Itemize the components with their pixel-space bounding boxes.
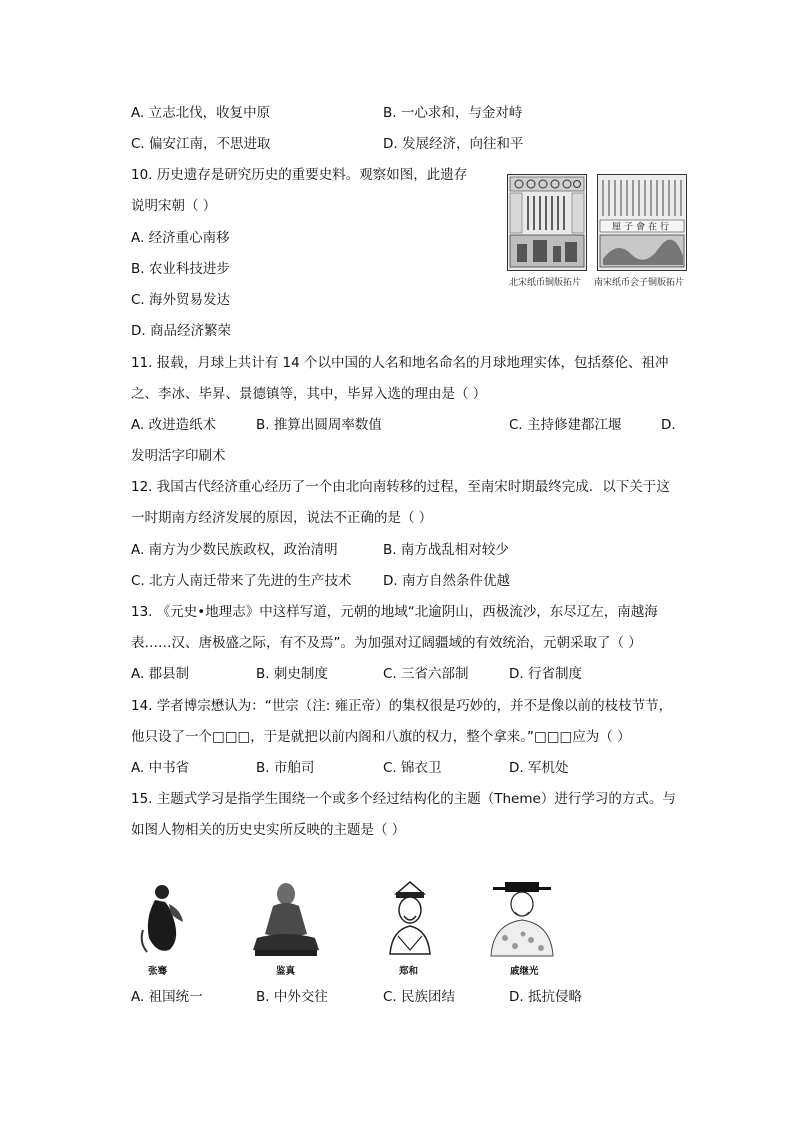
person-name-zheng-he: 郑和 — [399, 966, 419, 977]
northern-song-banknote-plate-image — [507, 174, 587, 271]
q9-option-d: D. 发展经济，向往和平 — [383, 136, 524, 152]
huizi-plate-banner-text: 厘子會在行 — [611, 222, 673, 233]
q12-option-b: B. 南方战乱相对较少 — [383, 542, 509, 558]
jianzhen-statue-image — [249, 880, 324, 958]
q10-stem-line1: 10. 历史遗存是研究历史的重要史料。观察如图，此遗存 — [131, 167, 468, 183]
q14-option-c: C. 锦衣卫 — [383, 760, 442, 776]
q12-option-d: D. 南方自然条件优越 — [383, 573, 510, 589]
southern-song-huizi-plate-image — [597, 174, 687, 271]
q15-option-a: A. 祖国统一 — [131, 989, 203, 1005]
q14-option-b: B. 市舶司 — [256, 760, 315, 776]
zhang-qian-portrait-image — [135, 880, 195, 958]
q14-option-d: D. 军机处 — [509, 760, 569, 776]
q11-option-d: D. — [661, 417, 676, 433]
q10-option-d: D. 商品经济繁荣 — [131, 323, 231, 339]
q12-option-c: C. 北方人南迁带来了先进的生产技术 — [131, 573, 352, 589]
q14-stem-line2: 他只设了一个□□□，于是就把以前内阁和八旗的权力，整个拿来。”□□□应为（ ） — [131, 729, 631, 745]
q11-option-d-text: 发明活字印刷术 — [131, 448, 226, 464]
q12-option-a: A. 南方为少数民族政权，政治清明 — [131, 542, 338, 558]
q13-option-d: D. 行省制度 — [509, 666, 582, 682]
q15-stem-line1: 15. 主题式学习是指学生围绕一个或多个经过结构化的主题（Theme）进行学习的方式。与 — [131, 791, 676, 807]
q10-option-c: C. 海外贸易发达 — [131, 292, 231, 308]
q11-option-b: B. 推算出圆周率数值 — [256, 417, 382, 433]
q14-option-a: A. 中书省 — [131, 760, 190, 776]
q13-stem-line1: 13. 《元史•地理志》中这样写道，元朝的地域“北逾阴山，西极流沙，东尽辽左，南越海 — [131, 604, 658, 620]
q15-option-d: D. 抵抗侵略 — [509, 989, 582, 1005]
person-name-jianzhen: 鉴真 — [276, 966, 296, 977]
person-name-qi-jiguang: 戚继光 — [510, 966, 539, 977]
q12-stem-line1: 12. 我国古代经济重心经历了一个由北向南转移的过程，至南宋时期最终完成．以下关于这 — [131, 479, 670, 495]
q15-option-c: C. 民族团结 — [383, 989, 456, 1005]
q10-stem-line2: 说明宋朝（ ） — [131, 198, 217, 214]
q15-option-b: B. 中外交往 — [256, 989, 328, 1005]
q13-stem-line2: 表……汉、唐极盛之际，有不及焉”。为加强对辽阔疆域的有效统治，元朝采取了（ ） — [131, 635, 642, 651]
figure-caption-southern-song: 南宋纸币会子铜版拓片 — [594, 278, 685, 288]
q12-stem-line2: 一时期南方经济发展的原因，说法不正确的是（ ） — [131, 510, 433, 526]
qi-jiguang-portrait-image — [485, 880, 560, 958]
q11-stem-line1: 11. 报载，月球上共计有 14 个以中国的人名和地名命名的月球地理实体，包括蔡伦、祖冲 — [131, 355, 669, 371]
q11-option-c: C. 主持修建都江堰 — [509, 417, 622, 433]
q13-option-b: B. 刺史制度 — [256, 666, 328, 682]
q9-option-a: A. 立志北伐，收复中原 — [131, 105, 271, 121]
q11-stem-line2: 之、李冰、毕昇、景德镇等，其中，毕昇入选的理由是（ ） — [131, 386, 487, 402]
q11-option-a: A. 改进造纸术 — [131, 417, 217, 433]
q9-option-b: B. 一心求和，与金对峙 — [383, 105, 523, 121]
q13-option-c: C. 三省六部制 — [383, 666, 469, 682]
q13-option-a: A. 郡县制 — [131, 666, 190, 682]
zheng-he-portrait-image — [380, 880, 440, 958]
q10-option-b: B. 农业科技进步 — [131, 261, 230, 277]
q14-stem-line1: 14. 学者博宗懋认为：“世宗（注: 雍正帝）的集权很是巧妙的，并不是像以前的枝枝节节， — [131, 698, 673, 714]
q10-option-a: A. 经济重心南移 — [131, 230, 230, 246]
q9-option-c: C. 偏安江南，不思进取 — [131, 136, 271, 152]
figure-caption-northern-song: 北宋纸币铜版拓片 — [509, 278, 582, 288]
q15-stem-line2: 如图人物相关的历史史实所反映的主题是（ ） — [131, 822, 406, 838]
person-name-zhang-qian: 张骞 — [148, 966, 168, 977]
